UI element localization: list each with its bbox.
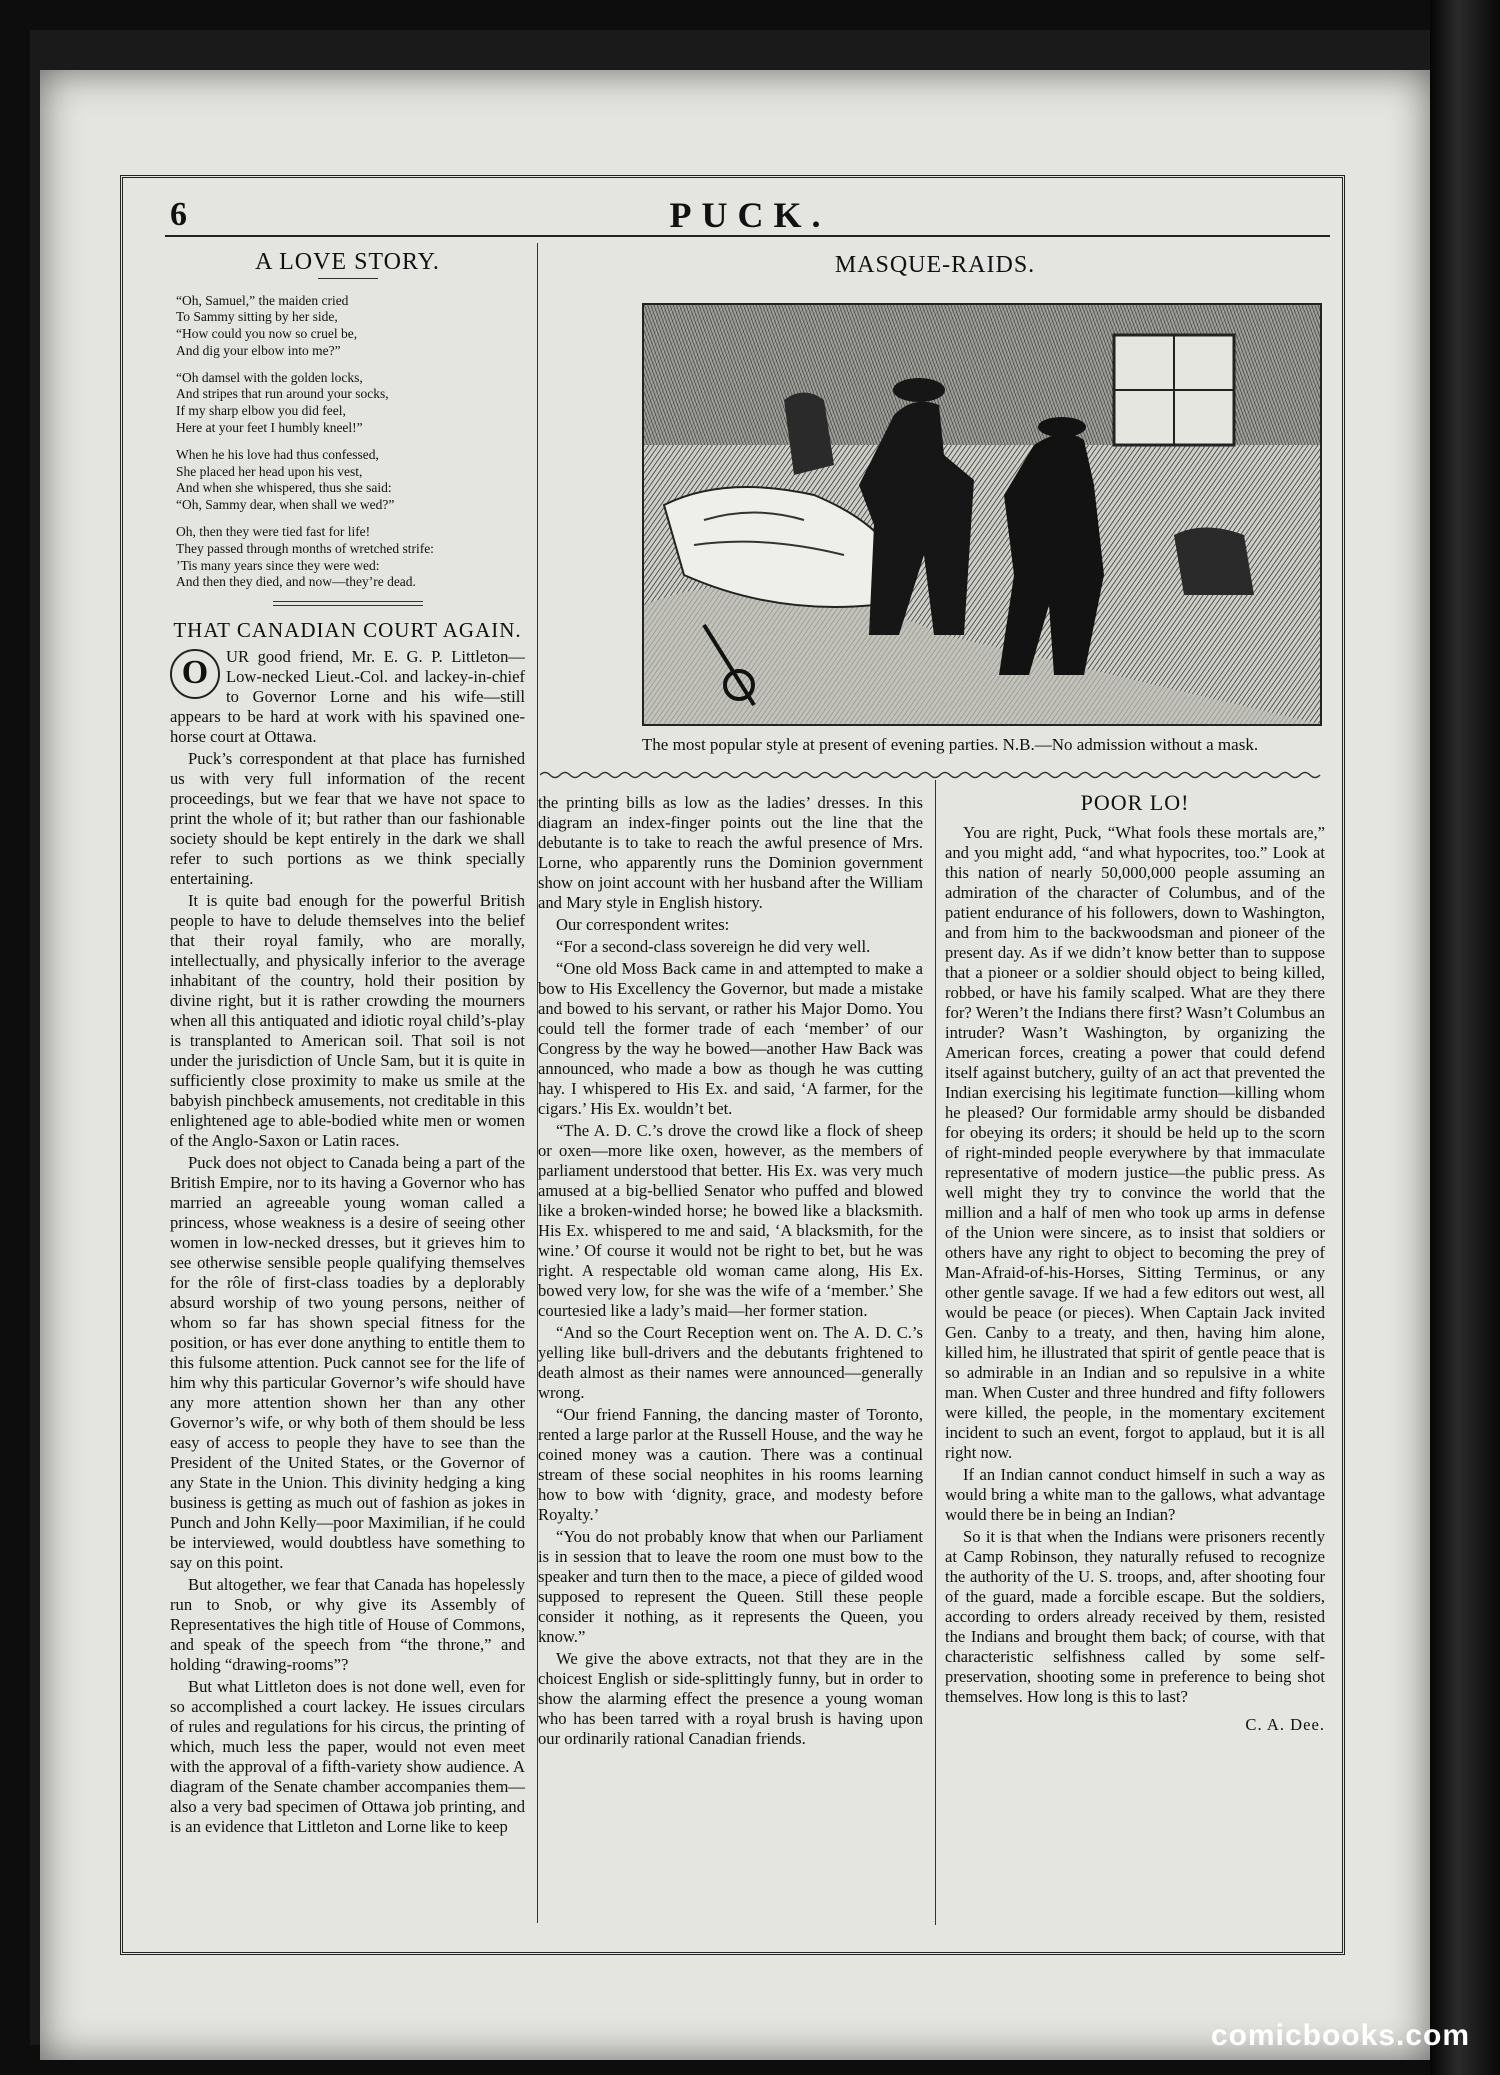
paragraph-text: UR good friend, Mr. E. G. P. Littleton—Low-necked Lieut.-Col. and lackey-in-chief to Governor Lorne and his wife—still appears to be hard at work with his spavined one-horse court at Ottawa. bbox=[170, 646, 525, 746]
page-number: 6 bbox=[170, 196, 187, 233]
middle-column bbox=[538, 793, 923, 1751]
poor-lo-title: POOR LO! bbox=[1080, 790, 1190, 815]
poem-stanza bbox=[176, 293, 525, 360]
masthead-title: PUCK. bbox=[669, 195, 831, 235]
article-paragraph: “One old Moss Back came in and attempted to make a bow to His Excellency the Governor, but made a mistake and bowed to his servant, or rather his Major Domo. You could tell the former trade of each ‘member’ of our Congress by the way he bowed—another Haw Back was announced, who made a bow as though he was cutting hay. I whispered to His Ex. and said, ‘A farmer, for the cigars.’ His Ex. wouldn’t bet. bbox=[538, 959, 923, 1118]
article-paragraph: But what Littleton does is not done well, even for so accomplished a court lackey. He issues circulars of rules and regulations for his circus, the printing of which, much less the paper, would not even meet with the approval of a fifth-variety show audience. A diagram of the Senate chamber accompanies them—also a very bad specimen of Ottawa job printing, and is an evidence that Littleton and Lorne like to keep bbox=[170, 1676, 525, 1836]
poem-line: “Oh, Samuel,” the maiden cried bbox=[176, 292, 349, 308]
right-column bbox=[945, 790, 1325, 1735]
poem-line: And then they died, and now—they’re dead. bbox=[176, 574, 416, 590]
poem-line: And stripes that run around your socks, bbox=[176, 386, 389, 402]
article-paragraph: We give the above extracts, not that they are in the choicest English or side-splittingly funny, but in order to show the alarming effect the presence a young woman who has been tarred with a royal brush is having upon our ordinarily rational Canadian friends. bbox=[538, 1649, 923, 1748]
poem-stanza bbox=[176, 524, 525, 591]
engraving-image bbox=[644, 305, 1320, 724]
article-paragraph: If an Indian cannot conduct himself in such a way as would bring a white man to the gallows, what advantage would there be in being an Indian? bbox=[945, 1465, 1325, 1524]
article-paragraph: Puck does not object to Canada being a part of the British Empire, nor to its having a Governor who has married an agreeable young woman called a princess, whose weakness is a desire of seeing other women in low-necked dresses, but it grieves him to see otherwise sensible people qualifying themselves for the rôle of first-class toadies by a deplorably absurd worship of two young persons, neither of whom so far has shown special fitness for the position, or has ever done anything to entitle them to this fulsome attention. Puck cannot see for the life of him why this particular Governor’s wife should have any more attention shown her than any other Governor’s wife, or why both of them should be less easy of access to people they have to see than the President of the United States, or the Governor of any State in the Union. This divinity hedging a king business is getting as much out of fashion as jokes in Punch and John Kelly—poor Maximilian, if he could be interviewed, would doubtless have something to say on this point. bbox=[170, 1152, 525, 1572]
article-paragraph: But altogether, we fear that Canada has hopelessly run to Snob, or why give its Assembly of Representatives the high title of House of Commons, and speak of the speech from “the throne,” and holding “drawing-rooms”? bbox=[170, 1574, 525, 1674]
poem-line: Oh, then they were tied fast for life! bbox=[176, 524, 371, 540]
watermark: comicbooks.com bbox=[1210, 2019, 1470, 2052]
dropcap: O bbox=[170, 649, 220, 699]
section-rule bbox=[273, 601, 423, 606]
canadian-court-title: THAT CANADIAN COURT AGAIN. bbox=[173, 618, 522, 643]
left-column bbox=[170, 249, 525, 1839]
article-paragraph: Our correspondent writes: bbox=[556, 915, 730, 934]
header-rule bbox=[165, 235, 1330, 237]
poem-line: “Oh damsel with the golden locks, bbox=[176, 369, 363, 385]
article-paragraph: It is quite bad enough for the powerful British people to have to delude themselves into the belief that their royal family, who are morally, intellectually, and physically inferior to the average inhabitant of the country, hold their position by divine right, but it is rather crowding the mourners when all this antiquated and idiotic royal child’s-play is transplanted to American soil. That soil is not under the jurisdiction of Uncle Sam, but it is quite in sufficiently close proximity to make us smile at the babyish pinchbeck amusements, not creditable in this enlightened age to able-bodied white men or women of the Anglo-Saxon or Latin races. bbox=[170, 890, 525, 1150]
poem-line: And when she whispered, thus she said: bbox=[176, 480, 392, 496]
poem-line: She placed her head upon his vest, bbox=[176, 463, 363, 479]
article-paragraph: So it is that when the Indians were prisoners recently at Camp Robinson, they naturally refused to recognize the authority of the U. S. troops, and, after shooting four of the guard, made a forcible escape. But the soldiers, according to orders already received by them, resisted the Indians and brought them back; of course, with that characteristic selfishness called by some self-preservation, shooting some in preference to being shot themselves. How long is this to last? bbox=[945, 1527, 1325, 1706]
article-paragraph: “And so the Court Reception went on. The A. D. C.’s yelling like bull-drivers and the debutants frightened to death almost as their names were announced—generally wrong. bbox=[538, 1323, 923, 1402]
poem-stanza bbox=[176, 447, 525, 514]
article-paragraph: “You do not probably know that when our Parliament is in session that to leave the room one must bow to the speaker and turn then to the mace, a piece of gilded wood supposed to represent the Queen. Still these people consider it nothing, as it represents the Queen, you know.” bbox=[538, 1527, 923, 1646]
poem-line: And dig your elbow into me?” bbox=[176, 342, 341, 358]
poem-line: To Sammy sitting by her side, bbox=[176, 309, 338, 325]
poem-line: “How could you now so cruel be, bbox=[176, 326, 358, 342]
author-signature: C. A. Dee. bbox=[1245, 1715, 1325, 1734]
poem-line: Here at your feet I humbly kneel!” bbox=[176, 420, 363, 436]
article-paragraph: “Our friend Fanning, the dancing master of Toronto, rented a large parlor at the Russell House, and the way he coined money was a caution. There was a continual stream of these social neophites in his rooms learning how to bow with ‘dignity, grace, and modesty before Royalty.’ bbox=[538, 1405, 923, 1524]
wavy-rule bbox=[540, 770, 1325, 780]
title-rule bbox=[318, 278, 378, 279]
poem-line: ’Tis many years since they were wed: bbox=[176, 557, 380, 573]
masque-raids-header bbox=[545, 252, 1325, 279]
illustration-caption: The most popular style at present of evening parties. N.B.—No admission without a mask. bbox=[641, 735, 1259, 754]
column-divider-right bbox=[935, 780, 936, 1925]
article-paragraph: the printing bills as low as the ladies’ dresses. In this diagram an index-finger points out the line that the debutante is to take to reach the awful presence of Mrs. Lorne, who apparently runs the Dominion government show on joint account with her husband after the William and Mary style in English history. bbox=[538, 793, 923, 912]
article-paragraph bbox=[170, 647, 525, 747]
love-story-poem bbox=[170, 293, 525, 592]
article-paragraph: You are right, Puck, “What fools these mortals are,” and you might add, “and what hypocrites, too.” Look at this nation of nearly 50,000,000 people assuming an admiration of the character of Columbus, and of the patient endurance of his followers, down to Washington, and from him to the backwoodsman and pioneer of the present day. As if we didn’t know better than to suppose that a pioneer or a soldier should object to being killed, robbed, or have his family scalped. What are they there for? Weren’t the Indians there first? Wasn’t Columbus an intruder? Wasn’t Washington, by organizing the American forces, creating a power that could defend itself against butchery, guilty of an act that prevented the Indian exercising his legitimate function—killing whom he pleased? Our formidable army should be disbanded for obeying its orders; it should be held up to the scorn of right-minded people everywhere by that immaculate representative of modern justice—the public press. As well might they try to convince the world that the million and a half of men who took up arms in defense of the Union were sincere, as to insist that soldiers or others have any right to object to becoming the prey of Man-Afraid-of-his-Horses, Sitting Terminus, or any other gentle savage. If we had a few editors out west, all would be peace (or pieces). When Captain Jack invited Gen. Canby to a treaty, and then, having him alone, killed him, he illustrated that spirit of gentle peace that is so admirable in an Indian and so repulsive in a white man. When Custer and three hundred and fifty followers were killed, the people, in the momentary excitement incident to such an event, forgot to applaud, but it is all right now. bbox=[945, 823, 1325, 1462]
book-binding bbox=[1430, 0, 1500, 2075]
article-paragraph: Puck’s correspondent at that place has furnished us with very full information of the recent proceedings, but we fear that we have not space to print the whole of it; but rather than our fashionable society should be kept entirely in the dark we shall refer to such portions as we think specially entertaining. bbox=[170, 748, 525, 888]
masque-raids-title: MASQUE-RAIDS. bbox=[834, 252, 1036, 278]
article-paragraph: “The A. D. C.’s drove the crowd like a flock of sheep or oxen—more like oxen, however, as the members of parliament understood that better. His Ex. was very much amused at a big-bellied Senator who puffed and blowed like a broken-winded horse; he bowed like a blacksmith. His Ex. whispered to me and said, ‘A blacksmith, for the wine.’ Of course it would not be right to bet, but he was right. A respectable old woman came along, His Ex. bowed very low, for she was the wife of a ‘member.’ She courtesied like a lady’s maid—her former station. bbox=[538, 1121, 923, 1320]
poem-line: If my sharp elbow you did feel, bbox=[176, 403, 346, 419]
poem-stanza bbox=[176, 370, 525, 437]
masque-raids-illustration bbox=[642, 303, 1322, 726]
article-paragraph: “For a second-class sovereign he did very well. bbox=[556, 937, 871, 956]
love-story-title: A LOVE STORY. bbox=[255, 249, 440, 275]
poem-line: They passed through months of wretched strife: bbox=[176, 540, 434, 556]
poem-line: When he his love had thus confessed, bbox=[176, 446, 379, 462]
canadian-court-article bbox=[170, 647, 525, 1837]
poem-line: “Oh, Sammy dear, when shall we wed?” bbox=[176, 497, 395, 513]
